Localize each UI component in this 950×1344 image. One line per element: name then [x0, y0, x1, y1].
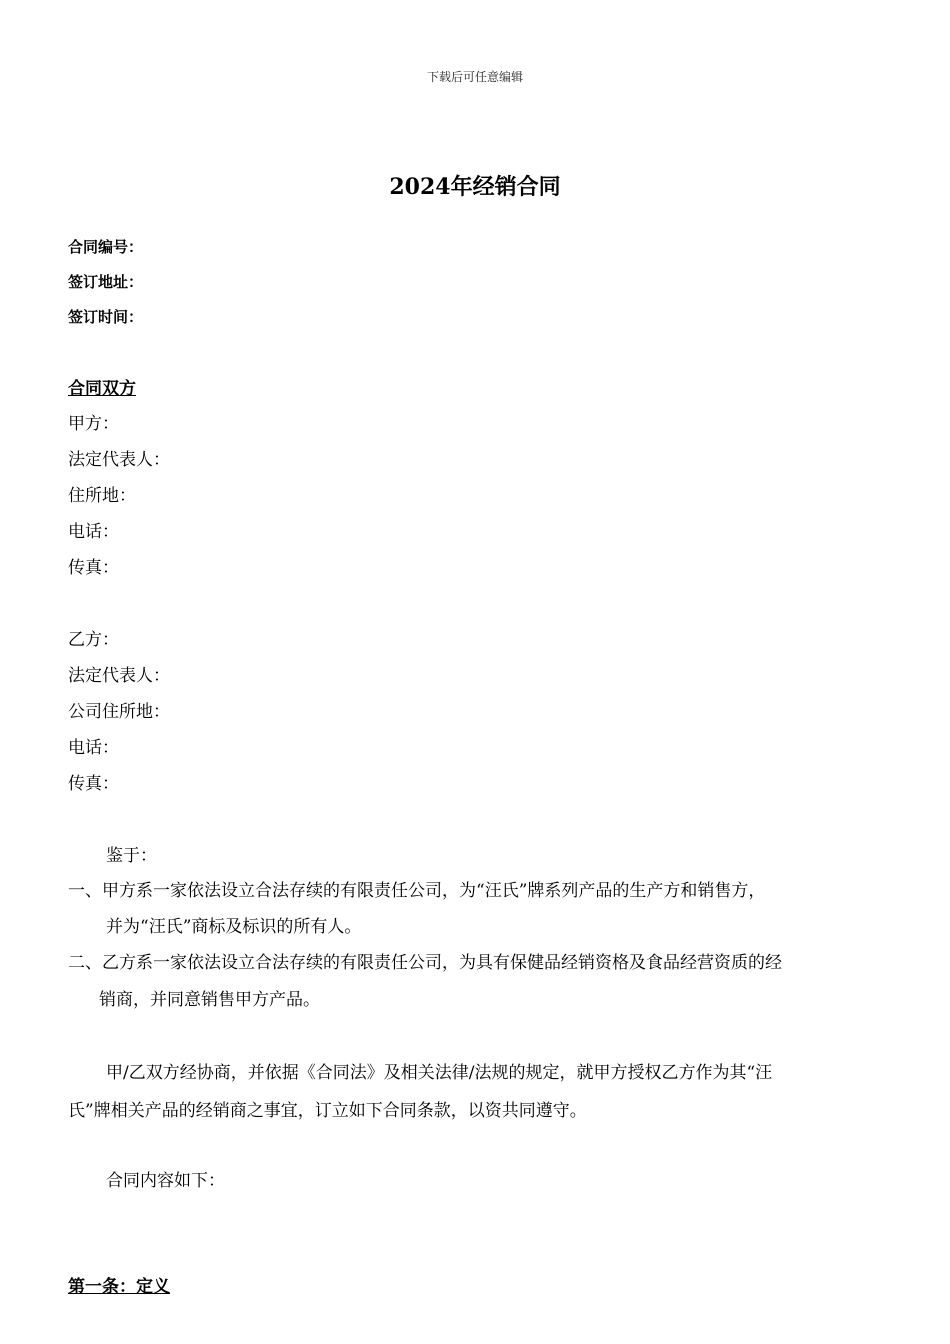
page-header-note: 下载后可任意编辑 [426, 70, 523, 84]
party-a-name: 甲方： [68, 414, 119, 434]
sign-place-label: 签订地址： [68, 273, 144, 291]
contract-number-label: 合同编号： [68, 238, 144, 256]
parties-heading: 合同双方 [68, 379, 136, 399]
content-intro: 合同内容如下： [106, 1171, 225, 1191]
whereas-item-2-line-2: 销商，并同意销售甲方产品。 [99, 990, 320, 1010]
article-1-heading: 第一条：定义 [68, 1277, 170, 1297]
whereas-item-1-line-1: 一、甲方系一家依法设立合法存续的有限责任公司，为“汪氏”牌系列产品的生产方和销售方， [68, 881, 766, 901]
party-a-address: 住所地： [68, 486, 136, 506]
party-b-phone: 电话： [68, 738, 119, 758]
document-title: 2024年经销合同 [389, 174, 561, 200]
whereas-item-1-line-2: 并为“汪氏”商标及标识的所有人。 [106, 917, 362, 937]
party-a-fax: 传真： [68, 558, 119, 578]
whereas-label: 鉴于： [106, 846, 157, 866]
party-a-rep: 法定代表人： [68, 450, 170, 470]
party-b-rep: 法定代表人： [68, 666, 170, 686]
party-b-fax: 传真： [68, 774, 119, 794]
party-b-name: 乙方： [68, 630, 119, 650]
agreement-line-2: 氏”牌相关产品的经销商之事宜，订立如下合同条款，以资共同遵守。 [68, 1101, 587, 1121]
party-b-address: 公司住所地： [68, 702, 170, 722]
whereas-item-2-line-1: 二、乙方系一家依法设立合法存续的有限责任公司，为具有保健品经销资格及食品经营资质的经 [68, 953, 782, 973]
agreement-line-1: 甲/乙双方经协商，并依据《合同法》及相关法律/法规的规定，就甲方授权乙方作为其“汪 [106, 1063, 773, 1083]
sign-time-label: 签订时间： [68, 308, 144, 326]
party-a-phone: 电话： [68, 522, 119, 542]
